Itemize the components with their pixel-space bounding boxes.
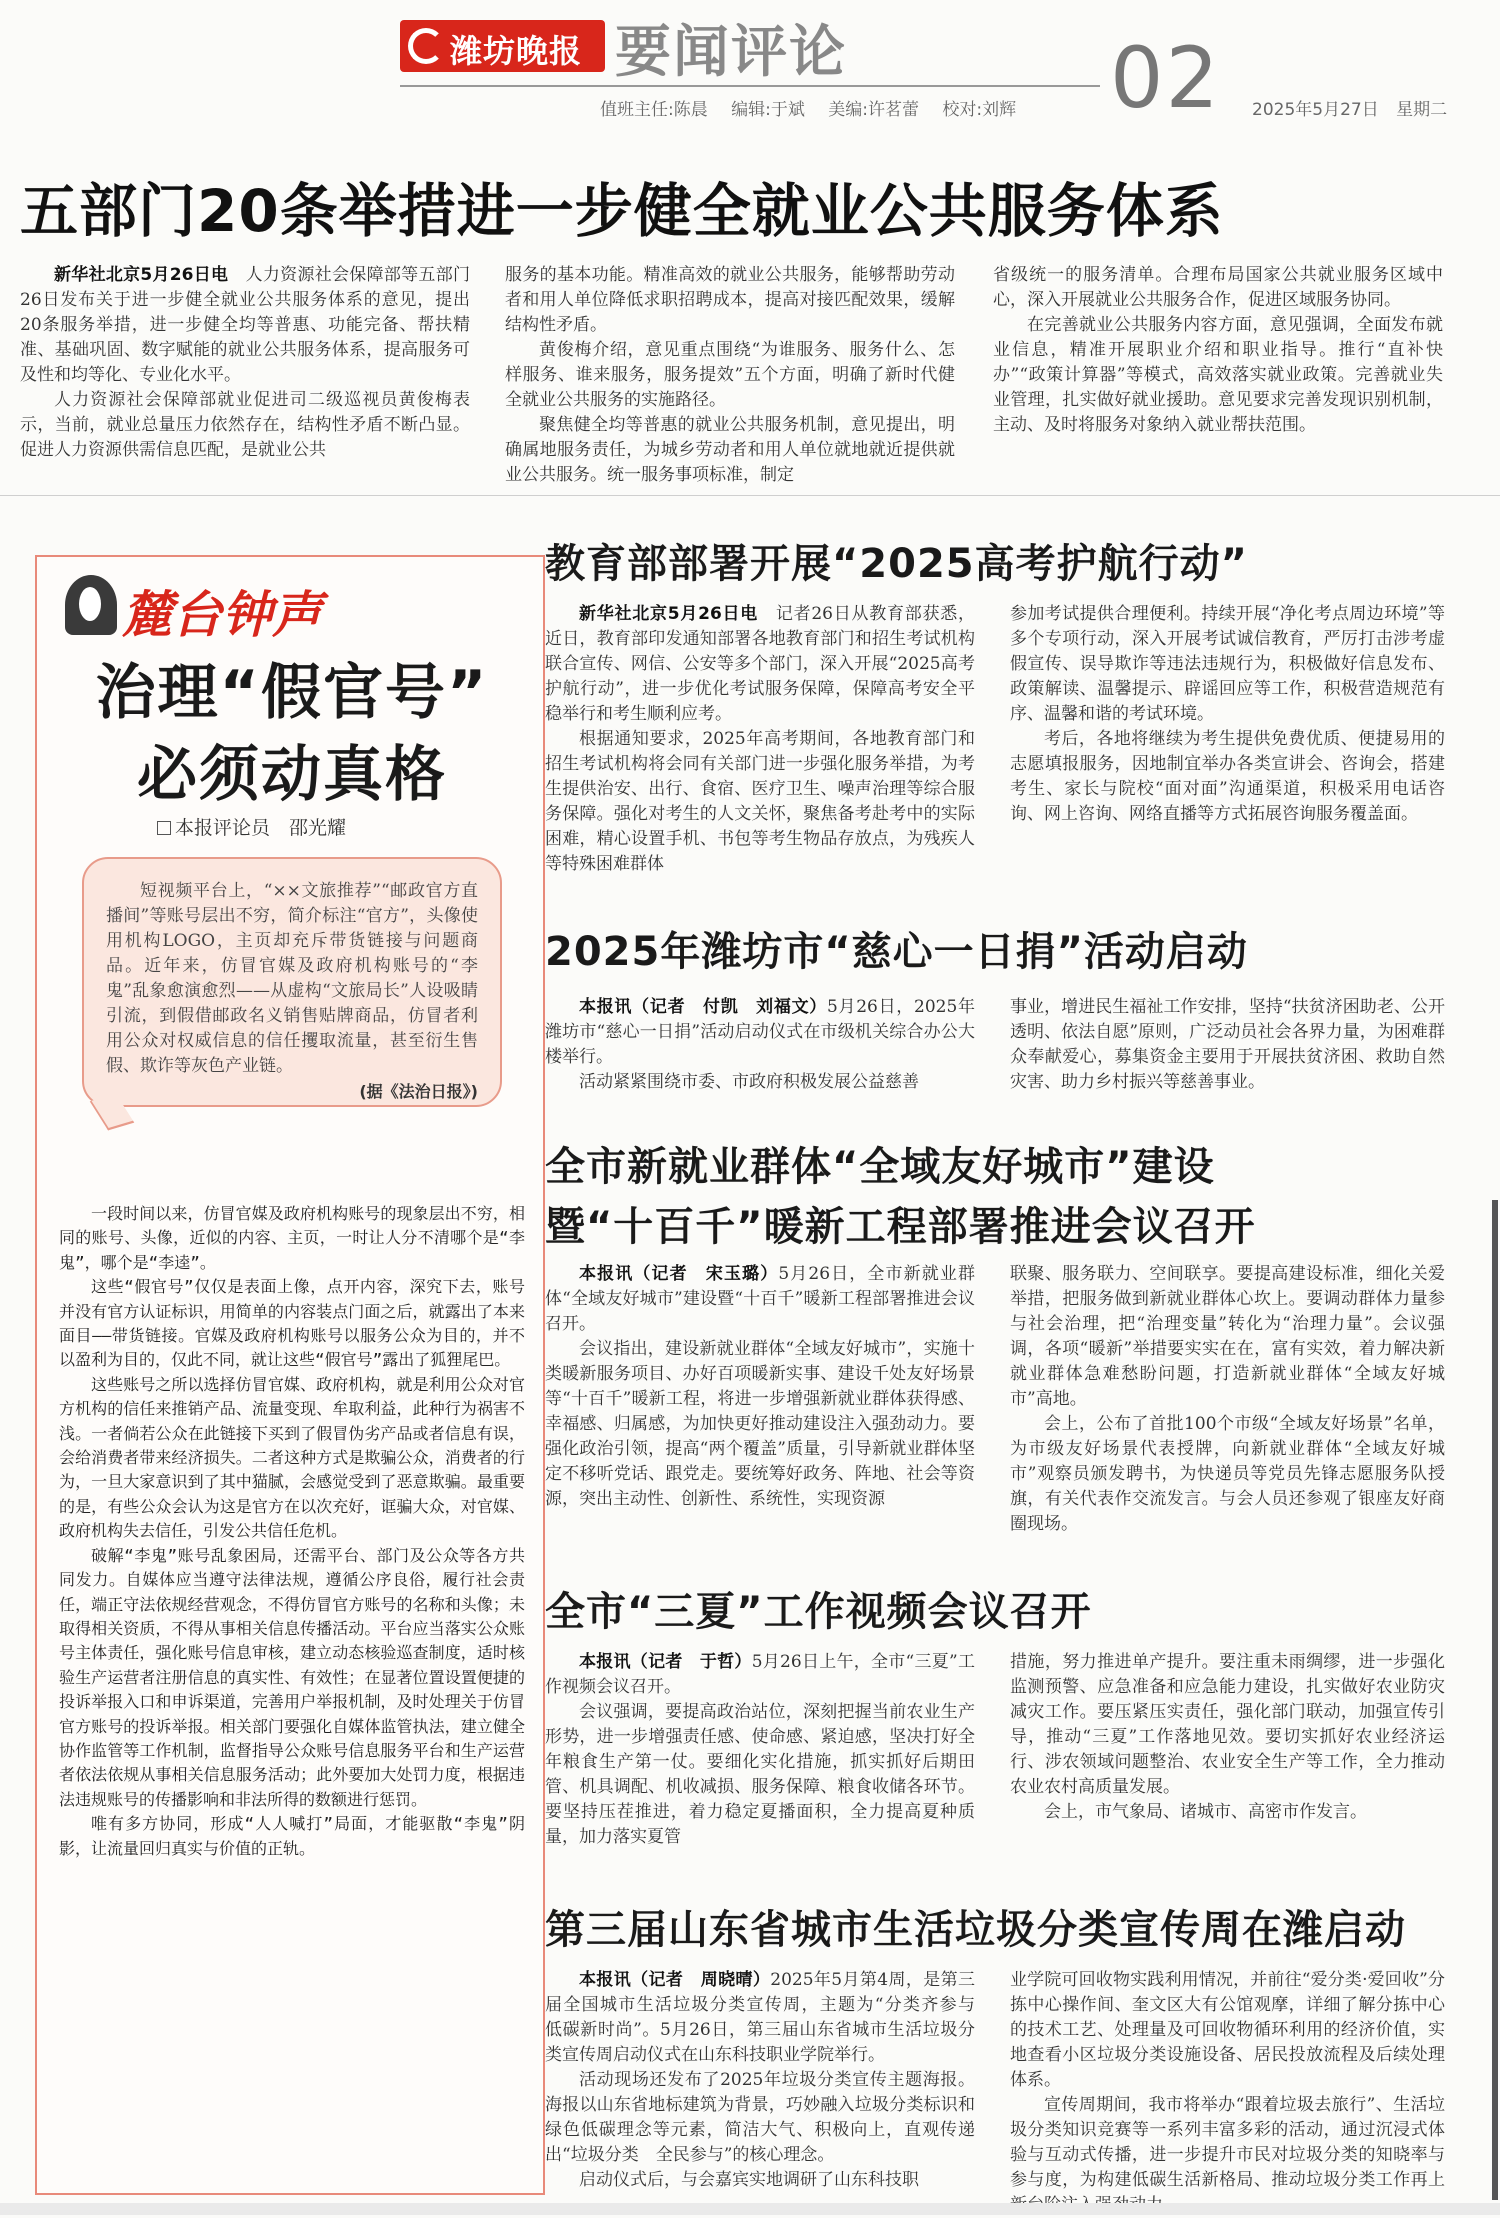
staff-proofreader: 校对:刘辉 bbox=[942, 100, 1017, 120]
commentary-column bbox=[35, 555, 545, 2195]
issue-weekday: 星期二 bbox=[1396, 100, 1448, 120]
masthead bbox=[0, 0, 1500, 170]
article-charity-dateline: 本报讯（记者 付凯 刘福文） bbox=[579, 997, 827, 1017]
masthead-rule bbox=[400, 85, 1100, 87]
article-gaokao-para-3: 参加考试提供合理便利。持续开展“净化考点周边环境”等多个专项行动，深入开展考试诚信教育，严厉打击涉考虚假宣传、误导欺诈等违法违规行为，积极做好信息发布、政策解读、温馨提示、辟谣回应等工作，积极营造规范有序、温馨和谐的考试环境。 bbox=[1010, 604, 1445, 724]
commentary-title-line-1: 治理“假官号” bbox=[95, 658, 489, 728]
article-gaokao-para-1: 新华社北京5月26日电 记者26日从教育部获悉，近日，教育部印发通知部署各地教育部门和招生考试机构联合宣传、网信、公安等多个部门，深入开展“2025高考护航行动”，进一步优化考试服务保障，保障高考安全平稳举行和考生顺利应考。 bbox=[545, 604, 975, 724]
lead-column-2 bbox=[505, 263, 955, 488]
lead-col2-para-2: 黄俊梅介绍，意见重点围绕“为谁服务、服务什么、怎样服务、谁来服务，服务提效”五个方面，明确了新时代健全就业公共服务的实施路径。 bbox=[505, 340, 955, 410]
section-title: 要闻评论 bbox=[615, 20, 847, 85]
staff-credits bbox=[600, 95, 1034, 120]
commentary-para-2: 这些“假官号”仅仅是表面上像，点开内容，深究下去，账号并没有官方认证标识，用简单的内容装点门面之后，就露出了本来面目——带货链接。官媒及政府机构账号以服务公众为目的，并不以盈利为目的，仅此不同，就让这些“假官号”露出了狐狸尾巴。 bbox=[59, 1277, 525, 1370]
article-friendly-city-para-4: 会上，公布了首批100个市级“全域友好场景”名单，为市级友好场景代表授牌，向新就业群体“全域友好城市”观察员颁发聘书，为快递员等党员先锋志愿服务队授旗，有关代表作交流发言。与会人员还参观了银座友好商圈现场。 bbox=[1010, 1414, 1445, 1534]
article-gaokao-left bbox=[545, 602, 975, 882]
article-sanxia-right bbox=[1010, 1650, 1445, 1865]
article-friendly-city-title-line-1: 全市新就业群体“全域友好城市”建设 bbox=[545, 1144, 1215, 1190]
article-gaokao-dateline: 新华社北京5月26日电 bbox=[579, 604, 759, 624]
bell-icon bbox=[65, 575, 117, 635]
article-garbage-para-2: 活动现场还发布了2025年垃圾分类宣传主题海报。海报以山东省地标建筑为背景，巧妙融入垃圾分类标识和绿色低碳理念等元素，简洁大气、积极向上，直观传递出“垃圾分类 全民参与”的核心理念。 bbox=[545, 2070, 975, 2165]
commentary-title-line-2: 必须动真格 bbox=[137, 740, 447, 810]
article-friendly-city-para-2: 会议指出，建设新就业群体“全域友好城市”，实施十类暖新服务项目、办好百项暖新实事、建设千处友好场景等“十百千”暖新工程，将进一步增强新就业群体获得感、幸福感、归属感，为加快更好推动建设注入强劲动力。要强化政治引领，提高“两个覆盖”质量，引导新就业群体坚定不移听党话、跟党走。要统筹好政务、阵地、社会等资源，突出主动性、创新性、系统性，实现资源 bbox=[545, 1339, 975, 1509]
commentary-body bbox=[59, 1202, 525, 1861]
lead-col3-para-1: 省级统一的服务清单。合理布局国家公共就业服务区域中心，深入开展就业公共服务合作，促进区域服务协同。 bbox=[993, 265, 1443, 310]
byline-square-icon bbox=[157, 821, 171, 835]
article-garbage-title: 第三届山东省城市生活垃圾分类宣传周在潍启动 bbox=[545, 1907, 1406, 1953]
page-bottom-strip bbox=[0, 2203, 1500, 2215]
staff-designer: 美编:许茗蕾 bbox=[828, 100, 920, 120]
article-friendly-city-para-3: 联聚、服务联力、空间联享。要提高建设标准，细化关爱举措，把服务做到新就业群体心坎上。要调动群体力量参与社会治理，把“治理变量”转化为“治理力量”。会议强调，各项“暖新”举措要实实在在，富有实效，着力解决新就业群体急难愁盼问题，打造新就业群体“全域友好城市”高地。 bbox=[1010, 1264, 1445, 1409]
article-sanxia-para-4: 会上，市气象局、诸城市、高密市作发言。 bbox=[1044, 1802, 1367, 1822]
lead-col1-para-1: 新华社北京5月26日电 人力资源社会保障部等五部门26日发布关于进一步健全就业公共服务体系的意见，提出20条服务举措，进一步健全均等普惠、功能完备、帮扶精准、基础巩固、数字赋能的就业公共服务体系，提高服务可及性和均等化、专业化水平。 bbox=[20, 265, 471, 385]
article-garbage-para-1: 本报讯（记者 周晓晴）2025年5月第4周，是第三届全国城市生活垃圾分类宣传周，主题为“分类齐参与 低碳新时尚”。5月26日，第三届山东省城市生活垃圾分类宣传周启动仪式在山东科技职业学院举行。 bbox=[545, 1970, 992, 2065]
article-charity-para-3: 事业，增进民生福祉工作安排，坚持“扶贫济困助老、公开透明、依法自愿”原则，广泛动员社会各界力量，为困难群众奉献爱心，募集资金主要用于开展扶贫济困、救助自然灾害、助力乡村振兴等慈善事业。 bbox=[1010, 997, 1445, 1092]
lead-col2-para-3: 聚焦健全均等普惠的就业公共服务机制，意见提出，明确属地服务责任，为城乡劳动者和用人单位就地就近提供就业公共服务。统一服务事项标准，制定 bbox=[505, 415, 955, 485]
article-friendly-city-para-1: 本报讯（记者 宋玉璐）5月26日，全市新就业群体“全域友好城市”建设暨“十百千”暖新工程部署推进会议召开。 bbox=[545, 1264, 976, 1334]
commentary-para-3: 这些账号之所以选择仿冒官媒、政府机构，就是利用公众对官方机构的信任来推销产品、流量变现、牟取利益，此种行为祸害不浅。一者倘若公众在此链接下买到了假冒伪劣产品或者信息有误，会给消费者带来经济损失。二者这种方式是欺骗公众，消费者的行为，一旦大家意识到了其中猫腻，会感觉受到了恶意欺骗。最重要的是，有些公众会认为这是官方在以次充好，诓骗大众，对官媒、政府机构失去信任，引发公共信任危机。 bbox=[59, 1374, 525, 1541]
staff-duty-chief: 值班主任:陈晨 bbox=[600, 100, 708, 120]
article-charity-title: 2025年潍坊市“慈心一日捐”活动启动 bbox=[545, 929, 1248, 975]
lead-col1-para-2: 人力资源社会保障部就业促进司二级巡视员黄俊梅表示，当前，就业总量压力依然存在，结构性矛盾不断凸显。促进人力资源供需信息匹配，是就业公共 bbox=[20, 390, 470, 460]
article-garbage-para-4: 业学院可回收物实践利用情况，并前往“爱分类·爱回收”分拣中心操作间、奎文区大有公馆观摩，详细了解分拣中心的技术工艺、处理量及可回收物循环利用的经济价值，实地查看小区垃圾分类设施设备、居民投放流程及后续处理体系。 bbox=[1010, 1970, 1445, 2090]
column-name: 麓台钟声 bbox=[122, 586, 322, 644]
article-friendly-city-title-line-2: 暨“十百千”暖新工程部署推进会议召开 bbox=[545, 1204, 1256, 1250]
issue-date bbox=[1252, 95, 1459, 120]
article-friendly-city-left bbox=[545, 1262, 975, 1527]
article-gaokao-right bbox=[1010, 602, 1445, 882]
article-garbage-para-3: 启动仪式后，与会嘉宾实地调研了山东科技职 bbox=[579, 2170, 919, 2190]
quote-text: 短视频平台上，“××文旅推荐”“邮政官方直播间”等账号层出不穷，简介标注“官方”，头像使用机构LOGO，主页却充斥带货链接与问题商品。近年来，仿冒官媒及政府机构账号的“李鬼”乱象愈演愈烈——从虚构“文旅局长”人设吸睛引流，到假借邮政名义销售贴牌商品，仿冒者利用公众对权威信息的信任攫取流量，甚至衍生售假、欺诈等灰色产业链。 bbox=[106, 881, 478, 1076]
page-edge-bar bbox=[1492, 1200, 1498, 2200]
lead-column-1 bbox=[20, 263, 470, 488]
commentary-para-1: 一段时间以来，仿冒官媒及政府机构账号的现象层出不穷，相同的账号、头像，近似的内容、主页，一时让人分不清哪个是“李鬼”，哪个是“李逵”。 bbox=[59, 1204, 525, 1272]
paper-name: 潍坊晚报 bbox=[450, 32, 583, 70]
lead-col3-para-2: 在完善就业公共服务内容方面，意见强调，全面发布就业信息，精准开展职业介绍和职业指导。推行“直补快办”“政策计算器”等模式，高效落实就业政策。完善就业失业管理，扎实做好就业援助。意见要求完善发现识别机制，主动、及时将服务对象纳入就业帮扶范围。 bbox=[993, 315, 1443, 435]
article-sanxia-para-3: 措施，努力推进单产提升。要注重未雨绸缪，进一步强化监测预警、应急准备和应急能力建设，扎实做好农业防灾减灾工作。要压紧压实责任，强化部门联动，加强宣传引导，推动“三夏”工作落地见效。要切实抓好农业经济运行、涉农领域问题整治、农业安全生产等工作，全力推动农业农村高质量发展。 bbox=[1010, 1652, 1445, 1797]
article-garbage-dateline: 本报讯（记者 周晓晴） bbox=[579, 1970, 771, 1990]
article-friendly-city-dateline: 本报讯（记者 宋玉璐） bbox=[579, 1264, 779, 1284]
commentary-title bbox=[37, 652, 547, 816]
article-charity-left bbox=[545, 995, 975, 1095]
commentary-para-4: 破解“李鬼”账号乱象困局，还需平台、部门及公众等各方共同发力。自媒体应当遵守法律法规，遵循公序良俗，履行社会责任，端正守法依规经营观念，不得仿冒官方账号的名称和头像；未取得相关资质，不得从事相关信息传播活动。平台应当落实公众账号主体责任，强化账号信息审核，建立动态核验巡查制度，适时核验生产运营者注册信息的真实性、有效性；在显著位置设置便捷的投诉举报入口和申诉渠道，完善用户举报机制，及时处理关于仿冒官方账号的投诉举报。相关部门要强化自媒体监管执法，建立健全协作监管等工作机制，监督指导公众账号信息服务平台和生产运营者依法依规从事相关信息服务活动；此外要加大处罚力度，根据违法违规账号的传播影响和非法所得的数额进行惩罚。 bbox=[59, 1545, 525, 1809]
article-charity-right bbox=[1010, 995, 1445, 1095]
article-gaokao-para-2: 根据通知要求，2025年高考期间，各地教育部门和招生考试机构将会同有关部门进一步强化服务举措，为考生提供治安、出行、食宿、医疗卫生、噪声治理等综合服务保障。强化对考生的人文关怀，聚焦备考赴考中的实际困难，精心设置手机、书包等考生物品存放点，为残疾人等特殊困难群体 bbox=[545, 729, 975, 874]
quote-bubble bbox=[82, 857, 502, 1107]
lead-column-3 bbox=[993, 263, 1443, 488]
paper-logo bbox=[400, 20, 605, 72]
staff-editor: 编辑:于斌 bbox=[731, 100, 805, 120]
article-sanxia-para-1: 本报讯（记者 于哲）5月26日上午，全市“三夏”工作视频会议召开。 bbox=[545, 1652, 975, 1697]
lead-col2-para-1: 服务的基本功能。精准高效的就业公共服务，能够帮助劳动者和用人单位降低求职招聘成本，提高对接匹配效果，缓解结构性矛盾。 bbox=[505, 265, 955, 335]
article-friendly-city-right bbox=[1010, 1262, 1445, 1534]
article-garbage-para-5: 宣传周期间，我市将举办“跟着垃圾去旅行”、生活垃圾分类知识竞赛等一系列丰富多彩的活动，通过沉浸式体验与互动式传播，进一步提升市民对垃圾分类的知晓率与参与度，为构建低碳生活新格局、推动垃圾分类工作再上 bbox=[1010, 2095, 1445, 2190]
section-divider bbox=[0, 495, 1500, 496]
quote-source: (据《法治日报》) bbox=[359, 1082, 478, 1101]
lead-headline: 五部门20条举措进一步健全就业公共服务体系 bbox=[20, 177, 1224, 245]
article-sanxia-para-2: 会议强调，要提高政治站位，深刻把握当前农业生产形势，进一步增强责任感、使命感、紧迫感，坚决打好全年粮食生产第一仗。要细化实化措施，抓实抓好后期田管、机具调配、机收减损、服务保障、粮食收储各环节。要坚持压茬推进，着力稳定夏播面积，全力提高夏种质量，加力落实夏管 bbox=[545, 1702, 975, 1847]
paper-logo-icon bbox=[408, 28, 444, 64]
article-charity-para-1: 本报讯（记者 付凯 刘福文）5月26日，2025年潍坊市“慈心一日捐”活动启动仪式在市级机关综合办公大楼举行。 bbox=[545, 997, 975, 1067]
article-charity-para-2: 活动紧紧围绕市委、市政府积极发展公益慈善 bbox=[579, 1072, 919, 1092]
page-number: 02 bbox=[1110, 29, 1221, 127]
article-sanxia-dateline: 本报讯（记者 于哲） bbox=[579, 1652, 752, 1672]
article-sanxia-title: 全市“三夏”工作视频会议召开 bbox=[545, 1589, 1092, 1635]
article-gaokao-para-4: 考后，各地将继续为考生提供免费优质、便捷易用的志愿填报服务，因地制宜举办各类宣讲会、咨询会，搭建考生、家长与院校“面对面”沟通渠道，积极采用电话咨询、网上咨询、网络直播等方式拓展咨询服务覆盖面。 bbox=[1010, 729, 1445, 824]
issue-date-text: 2025年5月27日 bbox=[1252, 100, 1379, 120]
article-garbage-left bbox=[545, 1968, 992, 2200]
article-garbage-right bbox=[1010, 1968, 1445, 2200]
article-sanxia-left bbox=[545, 1650, 975, 1865]
lead-dateline: 新华社北京5月26日电 bbox=[54, 265, 229, 285]
commentary-para-5: 唯有多方协同，形成“人人喊打”局面，才能驱散“李鬼”阴影，让流量回归真实与价值的正轨。 bbox=[59, 1814, 525, 1858]
commentary-author: 本报评论员 邵光耀 bbox=[157, 813, 346, 840]
article-gaokao-title: 教育部部署开展“2025高考护航行动” bbox=[545, 541, 1248, 587]
